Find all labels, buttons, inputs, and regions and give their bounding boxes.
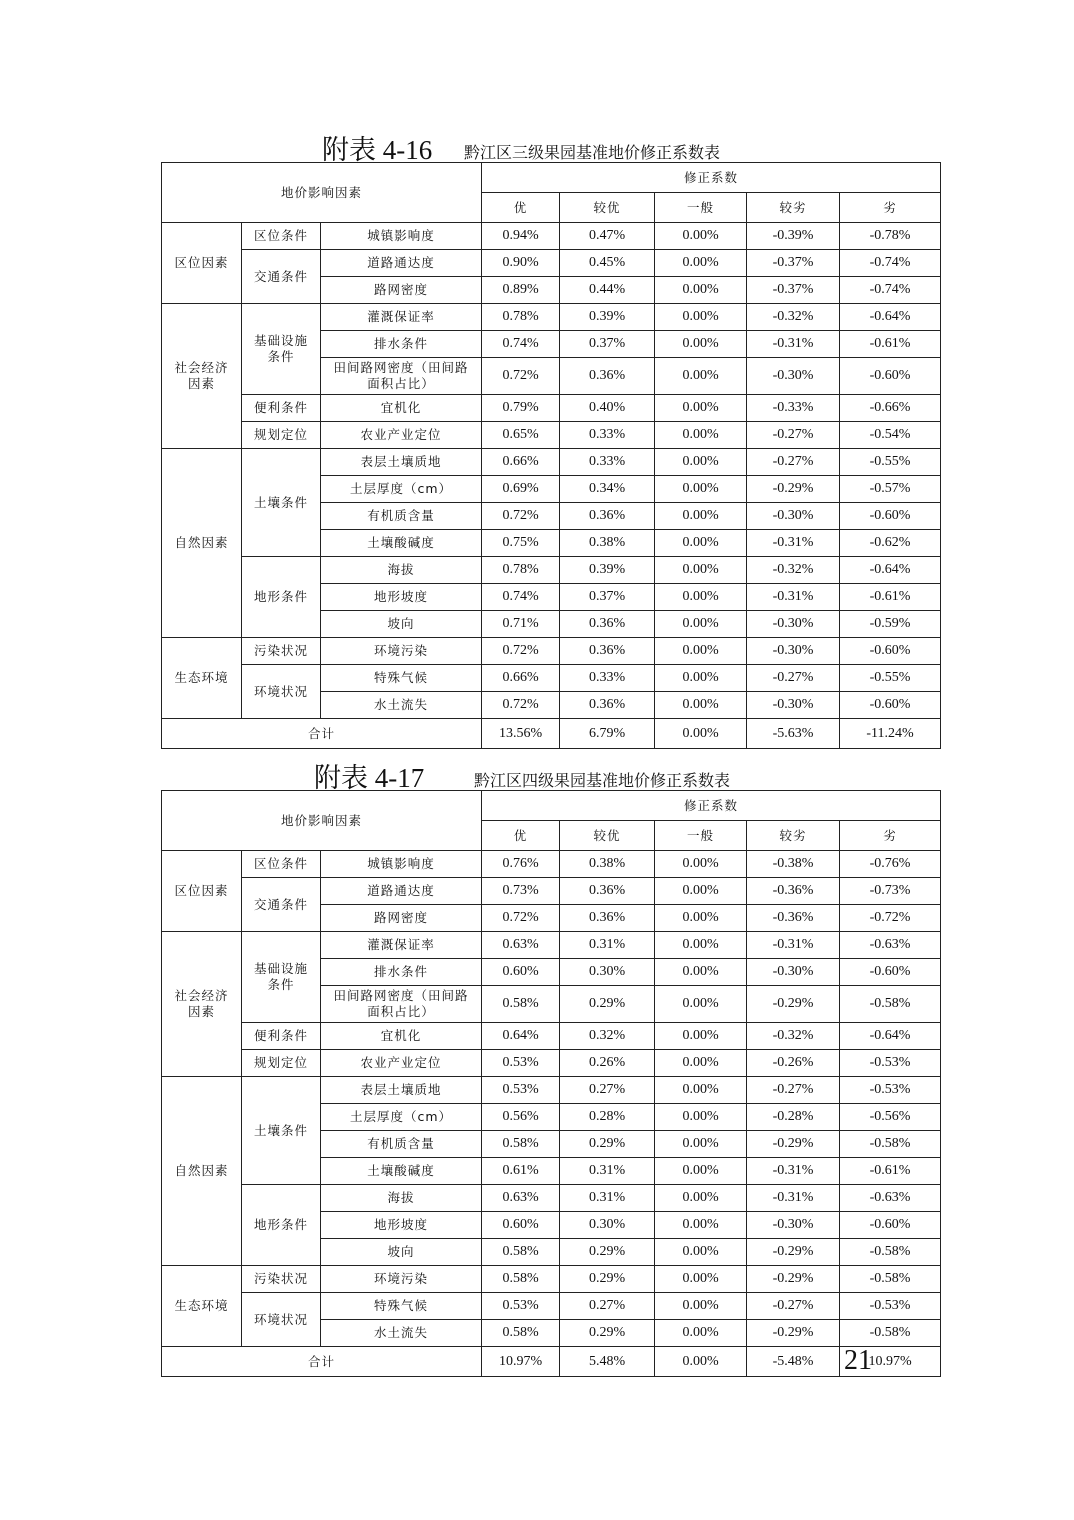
coef-value: 0.00% bbox=[655, 878, 747, 905]
coef-value: 0.74% bbox=[482, 584, 560, 611]
factor-item: 地形坡度 bbox=[321, 584, 482, 611]
factor-item: 环境污染 bbox=[321, 1266, 482, 1293]
level-header: 优 bbox=[482, 821, 560, 851]
coef-value: 0.72% bbox=[482, 358, 560, 395]
factor-item: 坡向 bbox=[321, 1239, 482, 1266]
coef-value: 0.89% bbox=[482, 277, 560, 304]
factor-item: 环境污染 bbox=[321, 638, 482, 665]
coef-value: 0.79% bbox=[482, 395, 560, 422]
factor-item: 田间路网密度（田间路面积占比） bbox=[321, 986, 482, 1023]
coef-value: 0.34% bbox=[560, 476, 655, 503]
table-row bbox=[162, 1050, 941, 1077]
total-row bbox=[162, 719, 941, 749]
factor-item: 路网密度 bbox=[321, 905, 482, 932]
coef-value: -0.60% bbox=[840, 503, 941, 530]
coef-value: 0.31% bbox=[560, 1158, 655, 1185]
coef-value: -0.63% bbox=[840, 932, 941, 959]
coef-value: -0.30% bbox=[747, 959, 840, 986]
coef-value: 0.33% bbox=[560, 449, 655, 476]
table-row bbox=[162, 223, 941, 250]
factor-group: 自然因素 bbox=[162, 1077, 242, 1266]
coef-value: 0.30% bbox=[560, 1212, 655, 1239]
coef-value: 0.37% bbox=[560, 331, 655, 358]
coef-value: 0.61% bbox=[482, 1158, 560, 1185]
factor-item: 表层土壤质地 bbox=[321, 1077, 482, 1104]
coef-value: 0.00% bbox=[655, 277, 747, 304]
factor-item: 土壤酸碱度 bbox=[321, 1158, 482, 1185]
total-value: -5.63% bbox=[747, 719, 840, 749]
factor-subgroup: 环境状况 bbox=[242, 1293, 321, 1347]
total-value: 0.00% bbox=[655, 1347, 747, 1377]
coef-value: -0.55% bbox=[840, 665, 941, 692]
total-label: 合计 bbox=[162, 1347, 482, 1377]
coef-value: 0.00% bbox=[655, 1320, 747, 1347]
table-row bbox=[162, 1077, 941, 1104]
coef-value: 0.65% bbox=[482, 422, 560, 449]
factor-group: 区位因素 bbox=[162, 851, 242, 932]
coef-value: 0.00% bbox=[655, 986, 747, 1023]
factor-group: 社会经济因素 bbox=[162, 932, 242, 1077]
coef-value: 0.78% bbox=[482, 304, 560, 331]
coef-value: 0.72% bbox=[482, 692, 560, 719]
factor-item: 路网密度 bbox=[321, 277, 482, 304]
coef-value: 0.31% bbox=[560, 932, 655, 959]
coef-value: 0.33% bbox=[560, 665, 655, 692]
coef-value: -0.30% bbox=[747, 503, 840, 530]
coef-value: 0.74% bbox=[482, 331, 560, 358]
coef-value: 0.00% bbox=[655, 503, 747, 530]
coef-value: 0.26% bbox=[560, 1050, 655, 1077]
coef-value: -0.60% bbox=[840, 358, 941, 395]
page-number: 21 bbox=[844, 1345, 872, 1376]
factor-item: 田间路网密度（田间路面积占比） bbox=[321, 358, 482, 395]
coef-value: 0.39% bbox=[560, 304, 655, 331]
coef-value: -0.39% bbox=[747, 223, 840, 250]
table-row bbox=[162, 1293, 941, 1320]
coef-value: 0.00% bbox=[655, 1158, 747, 1185]
table-row bbox=[162, 1266, 941, 1293]
coef-value: 0.00% bbox=[655, 449, 747, 476]
coef-value: -0.31% bbox=[747, 530, 840, 557]
coef-value: -0.29% bbox=[747, 1266, 840, 1293]
coef-value: 0.38% bbox=[560, 530, 655, 557]
factor-item: 有机质含量 bbox=[321, 1131, 482, 1158]
coef-value: 0.27% bbox=[560, 1293, 655, 1320]
coef-value: 0.29% bbox=[560, 1266, 655, 1293]
table-row bbox=[162, 638, 941, 665]
factor-subgroup: 交通条件 bbox=[242, 250, 321, 304]
coef-value: 0.78% bbox=[482, 557, 560, 584]
coef-value: 0.00% bbox=[655, 959, 747, 986]
coef-value: -0.33% bbox=[747, 395, 840, 422]
factor-item: 排水条件 bbox=[321, 331, 482, 358]
coef-value: -0.26% bbox=[747, 1050, 840, 1077]
factor-item: 水土流失 bbox=[321, 1320, 482, 1347]
table-row bbox=[162, 449, 941, 476]
coef-value: -0.59% bbox=[840, 611, 941, 638]
factor-subgroup: 土壤条件 bbox=[242, 1077, 321, 1185]
coef-value: -0.27% bbox=[747, 1077, 840, 1104]
factor-subgroup: 地形条件 bbox=[242, 1185, 321, 1266]
coef-header: 修正系数 bbox=[482, 791, 941, 821]
factor-group: 社会经济因素 bbox=[162, 304, 242, 449]
table-row bbox=[162, 932, 941, 959]
coef-value: -0.53% bbox=[840, 1293, 941, 1320]
coef-value: 0.00% bbox=[655, 851, 747, 878]
coef-value: 0.00% bbox=[655, 331, 747, 358]
table-row bbox=[162, 557, 941, 584]
coef-value: 0.44% bbox=[560, 277, 655, 304]
coef-value: 0.36% bbox=[560, 638, 655, 665]
coefficient-table-2 bbox=[161, 790, 941, 1377]
coef-value: 0.63% bbox=[482, 932, 560, 959]
factor-subgroup: 便利条件 bbox=[242, 395, 321, 422]
table-caption-1: 黔江区三级果园基准地价修正系数表 bbox=[464, 143, 721, 162]
total-value: 0.00% bbox=[655, 719, 747, 749]
factor-group: 自然因素 bbox=[162, 449, 242, 638]
factor-subgroup: 地形条件 bbox=[242, 557, 321, 638]
coef-value: -0.31% bbox=[747, 1158, 840, 1185]
coef-value: 0.63% bbox=[482, 1185, 560, 1212]
factor-item: 土壤酸碱度 bbox=[321, 530, 482, 557]
factor-item: 排水条件 bbox=[321, 959, 482, 986]
coef-value: -0.29% bbox=[747, 1320, 840, 1347]
coef-value: 0.00% bbox=[655, 1023, 747, 1050]
factor-subgroup: 基础设施条件 bbox=[242, 304, 321, 395]
coef-value: 0.58% bbox=[482, 1266, 560, 1293]
total-value: 10.97% bbox=[840, 1347, 941, 1377]
coef-value: -0.37% bbox=[747, 250, 840, 277]
coef-value: -0.27% bbox=[747, 449, 840, 476]
factor-item: 海拔 bbox=[321, 1185, 482, 1212]
factor-item: 特殊气候 bbox=[321, 1293, 482, 1320]
table-caption-2: 黔江区四级果园基准地价修正系数表 bbox=[474, 771, 731, 790]
factor-subgroup: 区位条件 bbox=[242, 851, 321, 878]
factor-item: 土层厚度（cm） bbox=[321, 1104, 482, 1131]
factor-item: 农业产业定位 bbox=[321, 1050, 482, 1077]
coef-value: -0.32% bbox=[747, 1023, 840, 1050]
factor-subgroup: 便利条件 bbox=[242, 1023, 321, 1050]
coef-value: 0.00% bbox=[655, 665, 747, 692]
factor-item: 土层厚度（cm） bbox=[321, 476, 482, 503]
level-header: 一般 bbox=[655, 193, 747, 223]
factor-item: 农业产业定位 bbox=[321, 422, 482, 449]
coef-value: -0.66% bbox=[840, 395, 941, 422]
coef-value: 0.00% bbox=[655, 1131, 747, 1158]
coef-value: -0.64% bbox=[840, 1023, 941, 1050]
coef-value: -0.29% bbox=[747, 1239, 840, 1266]
coef-value: -0.72% bbox=[840, 905, 941, 932]
coef-value: 0.37% bbox=[560, 584, 655, 611]
level-header: 劣 bbox=[840, 193, 941, 223]
level-header: 较优 bbox=[560, 193, 655, 223]
total-value: 13.56% bbox=[482, 719, 560, 749]
coef-value: 0.31% bbox=[560, 1185, 655, 1212]
coef-value: -0.29% bbox=[747, 1131, 840, 1158]
coef-value: -0.74% bbox=[840, 277, 941, 304]
coef-value: -0.61% bbox=[840, 584, 941, 611]
coef-value: -0.60% bbox=[840, 1212, 941, 1239]
coef-value: 0.39% bbox=[560, 557, 655, 584]
coef-value: -0.27% bbox=[747, 422, 840, 449]
coef-value: -0.54% bbox=[840, 422, 941, 449]
coef-value: 0.28% bbox=[560, 1104, 655, 1131]
coef-value: 0.00% bbox=[655, 932, 747, 959]
coef-value: 0.27% bbox=[560, 1077, 655, 1104]
factor-item: 宜机化 bbox=[321, 395, 482, 422]
coef-value: 0.36% bbox=[560, 503, 655, 530]
coef-value: 0.60% bbox=[482, 1212, 560, 1239]
coef-value: -0.29% bbox=[747, 476, 840, 503]
coef-value: 0.66% bbox=[482, 665, 560, 692]
coef-value: 0.00% bbox=[655, 584, 747, 611]
factor-item: 表层土壤质地 bbox=[321, 449, 482, 476]
coef-value: 0.00% bbox=[655, 304, 747, 331]
coef-value: 0.00% bbox=[655, 476, 747, 503]
coef-value: -0.32% bbox=[747, 304, 840, 331]
coef-value: 0.66% bbox=[482, 449, 560, 476]
factor-item: 特殊气候 bbox=[321, 665, 482, 692]
coef-value: -0.57% bbox=[840, 476, 941, 503]
factor-item: 灌溉保证率 bbox=[321, 304, 482, 331]
factor-subgroup: 区位条件 bbox=[242, 223, 321, 250]
coef-value: 0.45% bbox=[560, 250, 655, 277]
coef-value: 0.00% bbox=[655, 1104, 747, 1131]
level-header: 劣 bbox=[840, 821, 941, 851]
level-header: 较优 bbox=[560, 821, 655, 851]
coef-value: 0.94% bbox=[482, 223, 560, 250]
coef-value: 0.56% bbox=[482, 1104, 560, 1131]
coef-value: 0.58% bbox=[482, 1320, 560, 1347]
coef-value: 0.53% bbox=[482, 1293, 560, 1320]
coef-value: 0.00% bbox=[655, 611, 747, 638]
factor-item: 道路通达度 bbox=[321, 878, 482, 905]
table-row bbox=[162, 395, 941, 422]
coef-value: 0.72% bbox=[482, 503, 560, 530]
total-row bbox=[162, 1347, 941, 1377]
coef-value: -0.55% bbox=[840, 449, 941, 476]
coef-value: 0.60% bbox=[482, 959, 560, 986]
factor-subgroup: 污染状况 bbox=[242, 638, 321, 665]
coef-value: 0.00% bbox=[655, 395, 747, 422]
coef-value: -0.31% bbox=[747, 331, 840, 358]
coef-value: -0.27% bbox=[747, 665, 840, 692]
coef-value: -0.27% bbox=[747, 1293, 840, 1320]
coef-value: 0.00% bbox=[655, 1293, 747, 1320]
factor-subgroup: 土壤条件 bbox=[242, 449, 321, 557]
coef-value: -0.53% bbox=[840, 1050, 941, 1077]
coef-value: 0.53% bbox=[482, 1077, 560, 1104]
coef-value: -0.28% bbox=[747, 1104, 840, 1131]
factor-item: 城镇影响度 bbox=[321, 223, 482, 250]
factor-group: 区位因素 bbox=[162, 223, 242, 304]
coef-value: -0.30% bbox=[747, 611, 840, 638]
coef-value: 0.29% bbox=[560, 1131, 655, 1158]
coef-value: -0.64% bbox=[840, 557, 941, 584]
total-value: 10.97% bbox=[482, 1347, 560, 1377]
coef-value: -0.73% bbox=[840, 878, 941, 905]
coef-value: -0.37% bbox=[747, 277, 840, 304]
factor-header: 地价影响因素 bbox=[162, 163, 482, 223]
coef-value: -0.58% bbox=[840, 1131, 941, 1158]
coef-value: 0.00% bbox=[655, 1212, 747, 1239]
factor-item: 道路通达度 bbox=[321, 250, 482, 277]
coef-value: 0.90% bbox=[482, 250, 560, 277]
coef-value: -0.30% bbox=[747, 358, 840, 395]
coef-value: 0.36% bbox=[560, 358, 655, 395]
table-row bbox=[162, 851, 941, 878]
level-header: 一般 bbox=[655, 821, 747, 851]
coef-value: 0.29% bbox=[560, 986, 655, 1023]
coef-value: -0.56% bbox=[840, 1104, 941, 1131]
coef-value: 0.73% bbox=[482, 878, 560, 905]
coef-value: 0.71% bbox=[482, 611, 560, 638]
total-value: 6.79% bbox=[560, 719, 655, 749]
coef-value: -0.36% bbox=[747, 905, 840, 932]
table-row bbox=[162, 1023, 941, 1050]
coef-value: 0.36% bbox=[560, 611, 655, 638]
coef-value: -0.62% bbox=[840, 530, 941, 557]
coef-value: 0.72% bbox=[482, 638, 560, 665]
coef-value: -0.64% bbox=[840, 304, 941, 331]
factor-subgroup: 交通条件 bbox=[242, 878, 321, 932]
coef-value: 0.69% bbox=[482, 476, 560, 503]
coef-value: -0.29% bbox=[747, 986, 840, 1023]
coef-value: -0.74% bbox=[840, 250, 941, 277]
table-row bbox=[162, 1185, 941, 1212]
coef-value: 0.36% bbox=[560, 905, 655, 932]
coef-value: 0.58% bbox=[482, 986, 560, 1023]
coef-value: 0.00% bbox=[655, 530, 747, 557]
total-value: 5.48% bbox=[560, 1347, 655, 1377]
coef-value: -0.58% bbox=[840, 1320, 941, 1347]
coef-value: 0.00% bbox=[655, 1050, 747, 1077]
coef-value: 0.58% bbox=[482, 1239, 560, 1266]
coef-value: 0.72% bbox=[482, 905, 560, 932]
coef-value: 0.36% bbox=[560, 878, 655, 905]
coef-value: -0.60% bbox=[840, 638, 941, 665]
coef-value: 0.76% bbox=[482, 851, 560, 878]
coef-value: -0.61% bbox=[840, 331, 941, 358]
coef-value: 0.53% bbox=[482, 1050, 560, 1077]
coef-value: 0.00% bbox=[655, 1266, 747, 1293]
level-header: 较劣 bbox=[747, 193, 840, 223]
coef-value: 0.29% bbox=[560, 1239, 655, 1266]
coef-value: 0.30% bbox=[560, 959, 655, 986]
coef-value: 0.47% bbox=[560, 223, 655, 250]
factor-item: 地形坡度 bbox=[321, 1212, 482, 1239]
coefficient-table-1 bbox=[161, 162, 941, 749]
factor-group: 生态环境 bbox=[162, 638, 242, 719]
table-row bbox=[162, 250, 941, 277]
factor-item: 水土流失 bbox=[321, 692, 482, 719]
coef-value: -0.31% bbox=[747, 1185, 840, 1212]
coef-value: 0.64% bbox=[482, 1023, 560, 1050]
coef-value: 0.33% bbox=[560, 422, 655, 449]
level-header: 较劣 bbox=[747, 821, 840, 851]
factor-item: 海拔 bbox=[321, 557, 482, 584]
coef-value: -0.63% bbox=[840, 1185, 941, 1212]
coef-value: 0.00% bbox=[655, 1077, 747, 1104]
coef-value: 0.32% bbox=[560, 1023, 655, 1050]
factor-subgroup: 基础设施条件 bbox=[242, 932, 321, 1023]
coef-value: 0.00% bbox=[655, 422, 747, 449]
coef-value: -0.36% bbox=[747, 878, 840, 905]
coef-value: -0.61% bbox=[840, 1158, 941, 1185]
table-row bbox=[162, 665, 941, 692]
coef-value: 0.00% bbox=[655, 223, 747, 250]
coef-value: 0.75% bbox=[482, 530, 560, 557]
coef-value: 0.00% bbox=[655, 1239, 747, 1266]
table-number-1: 附表 4-16 bbox=[322, 135, 433, 165]
coef-value: -0.58% bbox=[840, 1266, 941, 1293]
coef-value: -0.58% bbox=[840, 986, 941, 1023]
table-row bbox=[162, 304, 941, 331]
factor-subgroup: 环境状况 bbox=[242, 665, 321, 719]
coef-value: 0.00% bbox=[655, 905, 747, 932]
coef-value: -0.30% bbox=[747, 1212, 840, 1239]
coef-value: 0.00% bbox=[655, 250, 747, 277]
table-row bbox=[162, 422, 941, 449]
coef-value: -0.78% bbox=[840, 223, 941, 250]
coef-value: 0.00% bbox=[655, 358, 747, 395]
coef-value: 0.00% bbox=[655, 1185, 747, 1212]
coef-value: -0.30% bbox=[747, 692, 840, 719]
coef-value: 0.00% bbox=[655, 557, 747, 584]
total-label: 合计 bbox=[162, 719, 482, 749]
factor-item: 灌溉保证率 bbox=[321, 932, 482, 959]
factor-item: 宜机化 bbox=[321, 1023, 482, 1050]
coef-value: -0.30% bbox=[747, 638, 840, 665]
coef-value: 0.00% bbox=[655, 692, 747, 719]
coef-value: -0.31% bbox=[747, 932, 840, 959]
coef-value: -0.60% bbox=[840, 959, 941, 986]
factor-header: 地价影响因素 bbox=[162, 791, 482, 851]
factor-subgroup: 污染状况 bbox=[242, 1266, 321, 1293]
coef-value: 0.36% bbox=[560, 692, 655, 719]
coef-value: 0.29% bbox=[560, 1320, 655, 1347]
table-row bbox=[162, 878, 941, 905]
coef-header: 修正系数 bbox=[482, 163, 941, 193]
coef-value: -0.58% bbox=[840, 1239, 941, 1266]
total-value: -5.48% bbox=[747, 1347, 840, 1377]
coef-value: -0.60% bbox=[840, 692, 941, 719]
table-number-2: 附表 4-17 bbox=[314, 763, 425, 793]
factor-item: 城镇影响度 bbox=[321, 851, 482, 878]
factor-item: 坡向 bbox=[321, 611, 482, 638]
level-header: 优 bbox=[482, 193, 560, 223]
coef-value: 0.38% bbox=[560, 851, 655, 878]
coef-value: -0.32% bbox=[747, 557, 840, 584]
factor-subgroup: 规划定位 bbox=[242, 422, 321, 449]
coef-value: 0.00% bbox=[655, 638, 747, 665]
coef-value: 0.40% bbox=[560, 395, 655, 422]
coef-value: -0.53% bbox=[840, 1077, 941, 1104]
factor-group: 生态环境 bbox=[162, 1266, 242, 1347]
coef-value: 0.58% bbox=[482, 1131, 560, 1158]
coef-value: -0.38% bbox=[747, 851, 840, 878]
coef-value: -0.31% bbox=[747, 584, 840, 611]
total-value: -11.24% bbox=[840, 719, 941, 749]
factor-subgroup: 规划定位 bbox=[242, 1050, 321, 1077]
coef-value: -0.76% bbox=[840, 851, 941, 878]
factor-item: 有机质含量 bbox=[321, 503, 482, 530]
